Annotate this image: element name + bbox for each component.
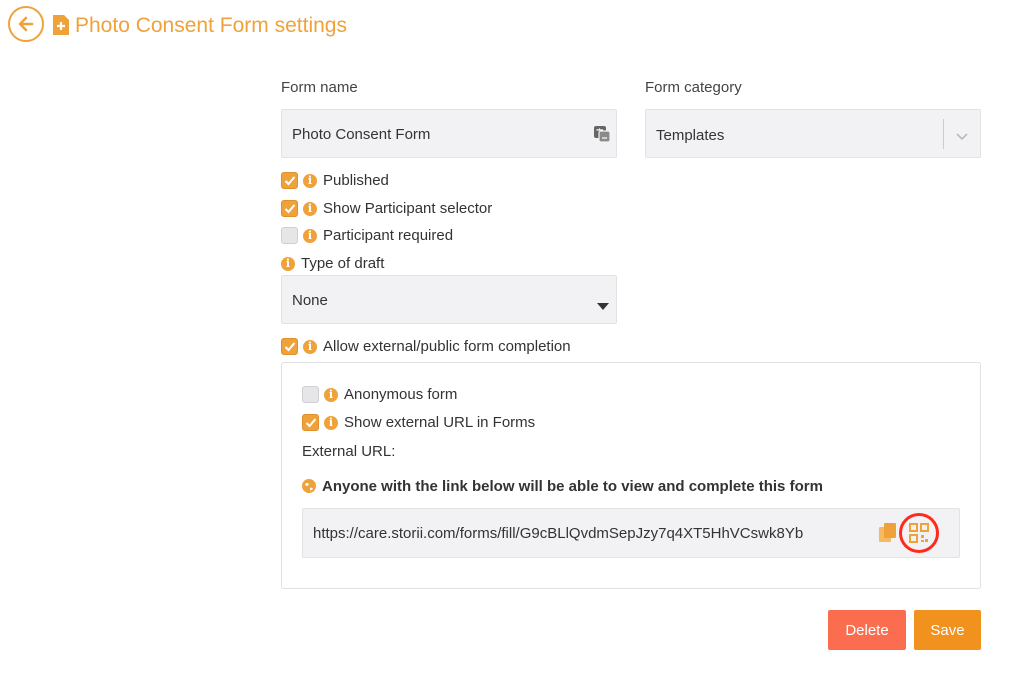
info-icon[interactable]: i: [303, 202, 317, 216]
form-name-label: Form name: [281, 79, 358, 96]
published-checkbox[interactable]: [281, 172, 298, 189]
anonymous-label: Anonymous form: [344, 386, 458, 403]
info-icon[interactable]: i: [324, 416, 338, 430]
info-icon[interactable]: i: [303, 174, 317, 188]
chevron-down-icon[interactable]: [956, 129, 968, 147]
external-url-label: External URL:: [302, 443, 396, 460]
show-participant-selector-checkbox[interactable]: [281, 200, 298, 217]
translate-icon[interactable]: [593, 125, 611, 148]
info-icon[interactable]: i: [324, 388, 338, 402]
form-category-select[interactable]: [645, 109, 981, 158]
show-url-label: Show external URL in Forms: [344, 414, 536, 431]
caret-down-icon: [597, 297, 609, 315]
info-icon[interactable]: i: [281, 257, 295, 271]
draft-type-select[interactable]: [281, 275, 617, 324]
external-settings-panel: [281, 362, 981, 589]
arrow-left-icon: [16, 14, 36, 34]
page-title: Photo Consent Form settings: [75, 14, 347, 37]
checkmark-icon: [284, 175, 296, 187]
qr-code-button[interactable]: [899, 513, 939, 553]
save-button[interactable]: Save: [914, 610, 981, 650]
select-divider: [943, 119, 944, 149]
qr-code-icon: [909, 523, 929, 543]
draft-type-value: None: [292, 292, 328, 309]
participant-required-checkbox[interactable]: [281, 227, 298, 244]
public-notice-text: Anyone with the link below will be able to view and complete this form: [322, 478, 823, 495]
copy-icon[interactable]: [878, 522, 898, 549]
add-document-icon: [52, 14, 70, 41]
form-name-value: Photo Consent Form: [292, 126, 431, 143]
participant-required-row: [281, 227, 453, 244]
delete-button[interactable]: Delete: [828, 610, 906, 650]
info-icon[interactable]: i: [303, 340, 317, 354]
checkmark-icon: [284, 341, 296, 353]
form-category-label: Form category: [645, 79, 742, 96]
show-participant-selector-row: [281, 200, 492, 217]
show-url-checkbox[interactable]: [302, 414, 319, 431]
info-icon[interactable]: i: [303, 229, 317, 243]
show-url-row: [302, 414, 535, 431]
allow-external-checkbox[interactable]: [281, 338, 298, 355]
published-row: [281, 172, 389, 189]
form-category-value: Templates: [656, 127, 725, 144]
back-button[interactable]: [8, 6, 44, 42]
anonymous-checkbox[interactable]: [302, 386, 319, 403]
participant-required-label: Participant required: [323, 227, 454, 244]
external-url-field[interactable]: [302, 508, 960, 558]
external-url-value: https://care.storii.com/forms/fill/G9cBLlQvdmSepJzy7q4XT5HhVCswk8Yb: [313, 525, 804, 542]
public-notice: [302, 478, 823, 495]
checkmark-icon: [305, 417, 317, 429]
published-label: Published: [323, 172, 389, 189]
show-participant-selector-label: Show Participant selector: [323, 200, 493, 217]
globe-icon: [302, 479, 316, 497]
checkmark-icon: [284, 203, 296, 215]
allow-external-label: Allow external/public form completion: [323, 338, 571, 355]
draft-type-label-row: [281, 255, 384, 272]
draft-type-label: Type of draft: [301, 255, 385, 272]
allow-external-row: [281, 338, 571, 355]
form-name-field[interactable]: [281, 109, 617, 158]
anonymous-row: [302, 386, 457, 403]
